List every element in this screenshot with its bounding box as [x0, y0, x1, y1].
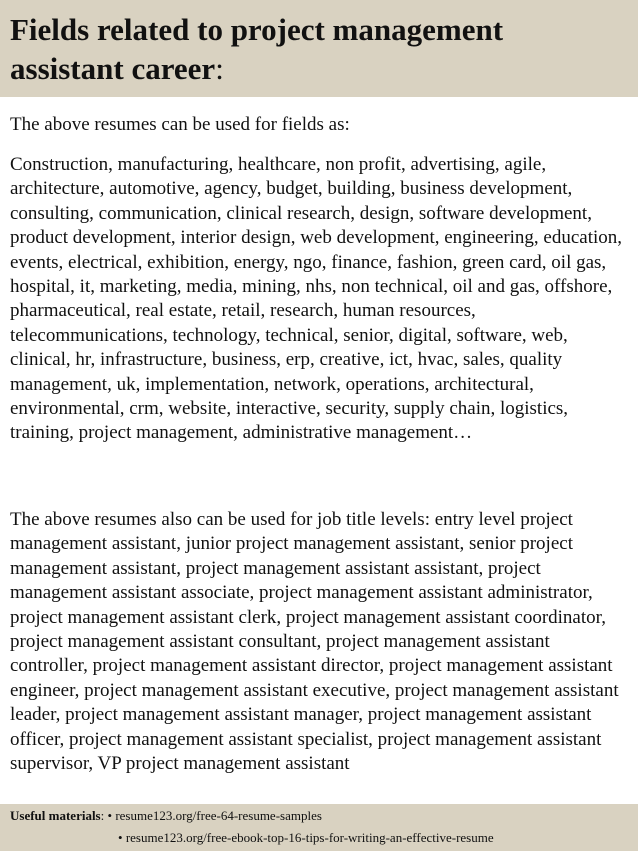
bullet-icon: • — [118, 830, 123, 845]
title-banner — [0, 0, 638, 97]
useful-materials-footer — [0, 804, 638, 851]
job-levels-paragraph: The above resumes also can be used for job title levels: entry level project management assistant, junior project management assistant, senior project management assistant, project management assistant assistant, project management assistant associate, project management assistant administrator, project management assistant clerk, project management assistant coordinator, project management assistant consultant, project management assistant controller, project management assistant director, project management assistant engineer, project management assistant executive, project management assistant leader, project management assistant manager, project management assistant officer, project management assistant specialist, project management assistant supervisor, VP project management assistant — [10, 509, 619, 775]
intro-text: The above resumes can be used for fields as: — [10, 114, 350, 135]
page-title-colon: : — [215, 51, 224, 86]
bullet-icon: • — [107, 808, 113, 823]
page-title-line2: assistant career — [10, 51, 216, 86]
page-title-line1: Fields related to project management — [10, 12, 504, 47]
footer-line-1 — [10, 808, 322, 824]
footer-line-2 — [118, 830, 494, 846]
ebook-tips-link[interactable]: resume123.org/free-ebook-top-16-tips-for-writing-an-effective-resume — [125, 830, 494, 845]
resume-samples-link[interactable]: resume123.org/free-64-resume-samples — [115, 808, 322, 823]
useful-materials-label: Useful materials — [10, 808, 101, 823]
fields-paragraph: Construction, manufacturing, healthcare, non profit, advertising, agile, architecture, automotive, agency, budget, building, business development, consulting, communication, clinical research, design, software development, product development, interior design, web development, engineering, education, events, electrical, exhibition, energy, ngo, finance, fashion, green card, oil gas, hospital, it, marketing, media, mining, nhs, non technical, oil and gas, offshore, pharmaceutical, real estate, retail, research, human resources, telecommunications, technology, technical, senior, digital, software, web, clinical, hr, infrastructure, business, erp, creative, ict, hvac, sales, quality management, uk, implementation, network, operations, architectural, environmental, crm, website, interactive, security, supply chain, logistics, training, project management, administrative management… — [10, 154, 623, 444]
page-title — [10, 10, 630, 88]
label-separator: : — [100, 808, 105, 823]
